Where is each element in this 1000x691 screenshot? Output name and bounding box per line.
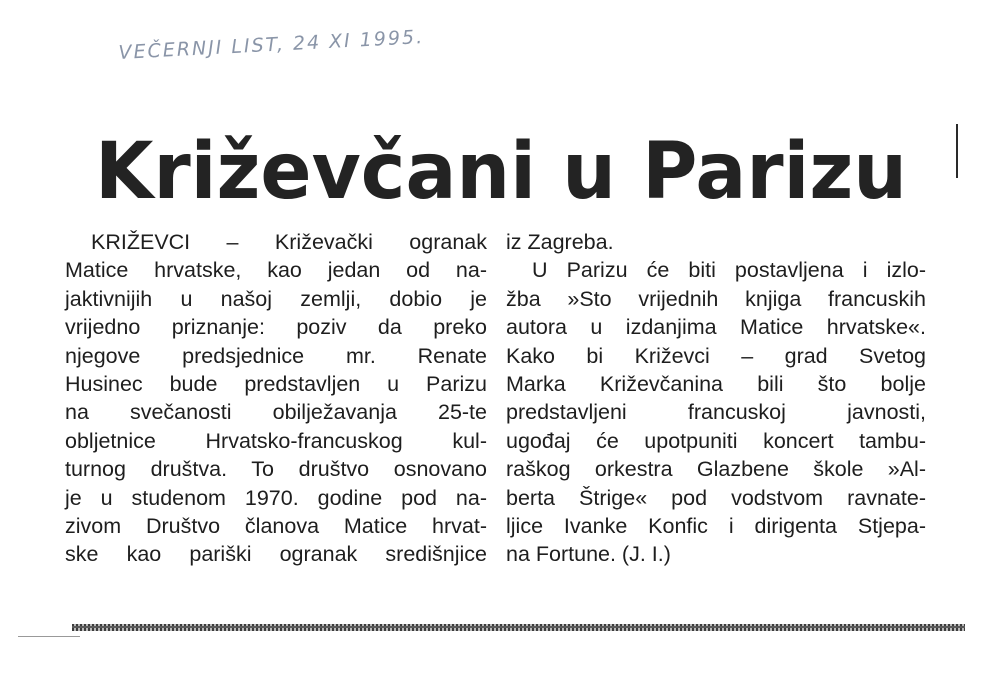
handwritten-source-note: VEČERNJI LIST, 24 XI 1995. [118, 25, 425, 64]
article-line: ske kao pariški ogranak središnjice [65, 542, 487, 567]
article-line: predstavljeni francuskoj javnosti, [506, 400, 926, 425]
article-line: turnog društva. To društvo osnovano [65, 457, 487, 482]
article-line: ljice Ivanke Konfic i dirigenta Stjepa- [506, 513, 926, 538]
article-line: autora u izdanjima Matice hrvatske«. [506, 315, 926, 340]
article-line: raškog orkestra Glazbene škole »Al- [506, 457, 926, 482]
article-line: berta Štrige« pod vodstvom ravnate- [506, 485, 926, 510]
article-line: je u studenom 1970. godine pod na- [65, 485, 487, 510]
article-line: žba »Sto vrijednih knjiga francuskih [506, 286, 926, 311]
article-line: KRIŽEVCI – Križevački ogranak [91, 230, 487, 254]
article-column-left [65, 228, 487, 569]
article-line: zivom Društvo članova Matice hrvat- [65, 513, 487, 538]
footer-tail-line [18, 636, 80, 637]
article-line: na Fortune. (J. I.) [506, 542, 671, 567]
article-line: Matice hrvatske, kao jedan od na- [65, 258, 487, 283]
article-line: vrijedno priznanje: poziv da preko [65, 315, 487, 340]
article-line: Husinec bude predstavljen u Parizu [65, 371, 487, 396]
headline-svg [95, 118, 925, 213]
article-line: U Parizu će biti postavljena i izlo- [532, 258, 926, 283]
article-line: ugođaj će upotpuniti koncert tambu- [506, 428, 926, 453]
article-line: obljetnice Hrvatsko-francuskog kul- [65, 428, 487, 453]
footer-rule-line [72, 626, 965, 628]
article-line: na svečanosti obilježavanja 25-te [65, 400, 487, 425]
edge-mark [956, 124, 958, 178]
headline [95, 118, 925, 213]
article-line: Kako bi Križevci – grad Svetog [506, 343, 926, 368]
article-line: jaktivnijih u našoj zemlji, dobio je [65, 286, 487, 311]
article-line: iz Zagreba. [506, 230, 614, 254]
article-column-right [506, 228, 926, 569]
article-line: Marka Križevčanina bili što bolje [506, 371, 926, 396]
article-line: njegove predsjednice mr. Renate [65, 343, 487, 368]
headline-text: Križevčani u Parizu [95, 127, 907, 213]
